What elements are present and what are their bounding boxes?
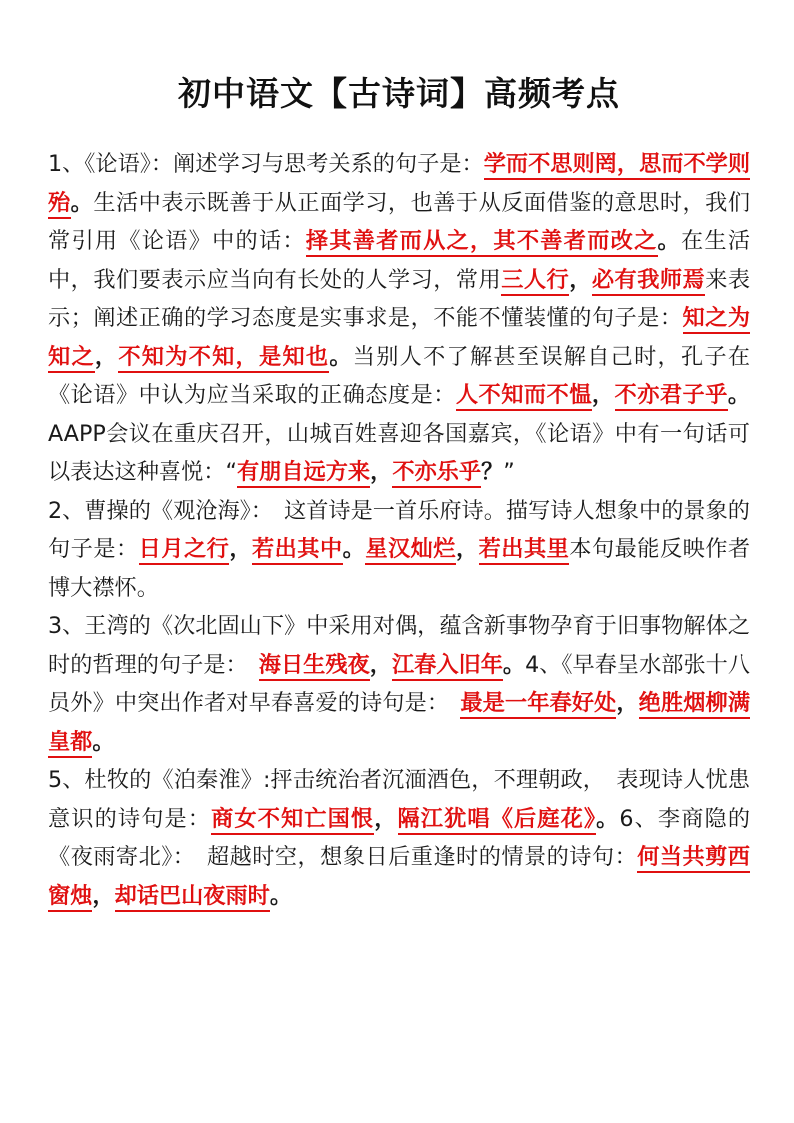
- answer-text: 绝胜烟柳满皇都: [48, 690, 750, 758]
- body-text: 6、李商隐的《夜雨寄北》： 超越时空，想象日后重逢时的情景的诗句：: [48, 805, 751, 870]
- body-text: 来表示；阐述正确的学习态度是实事求是，不能不懂装懂的句子是：: [48, 266, 751, 331]
- body-text: 1、《论语》：阐述学习与思考关系的句子是：: [48, 151, 484, 177]
- page-title: 初中语文【古诗词】高频考点: [178, 74, 620, 113]
- punctuation: ，: [92, 882, 115, 909]
- answer-text: 最是一年春好处: [460, 690, 616, 719]
- punctuation: 。: [92, 728, 115, 755]
- punctuation: 。: [329, 343, 353, 370]
- answer-text: 何当共剪西窗烛: [48, 844, 750, 912]
- punctuation: 。: [657, 228, 681, 254]
- punctuation: ，: [370, 459, 393, 485]
- punctuation: ，: [616, 690, 639, 716]
- punctuation: ，: [229, 536, 252, 562]
- punctuation: 。: [727, 382, 751, 408]
- answer-text: 不亦君子乎: [615, 382, 728, 411]
- answer-text: 海日生残夜: [259, 652, 370, 681]
- punctuation: ，: [455, 536, 479, 562]
- answer-text: 知之为知之: [48, 305, 750, 373]
- body-text: 当别人不了解甚至误解自己时，孔子在《论语》中认为应当采取的正确态度是：: [48, 343, 751, 408]
- answer-text: 日月之行: [139, 536, 230, 565]
- body-text: 本句最能反映作者博大襟怀。: [48, 536, 751, 601]
- punctuation: 。: [70, 189, 94, 216]
- punctuation: 。: [269, 882, 293, 909]
- answer-text: 其不善者而改之: [493, 228, 657, 257]
- answer-text: 是知也: [259, 344, 329, 373]
- answer-text: 有朋自远方来: [237, 459, 370, 488]
- answer-text: 不亦乐乎: [392, 459, 481, 488]
- answer-text: 择其善者而从之，: [306, 228, 494, 257]
- body-text: 2、曹操的《观沧海》： 这首诗是一首乐府诗。描写诗人想象中的景象的句子是：: [48, 497, 750, 562]
- body-text: AAPP会议在重庆召开，山城百姓喜迎各国嘉宾，《论语》中有一句话可以表达这种喜悦：“: [48, 420, 750, 485]
- punctuation: ，: [374, 805, 398, 832]
- punctuation: 。: [596, 805, 620, 832]
- answer-text: 却话巴山夜雨时: [115, 883, 270, 912]
- punctuation: ，: [94, 343, 119, 370]
- body-text: 生活中表示既善于从正面学习，也善于从反面借鉴的意思时，我们常引用《论语》中的话：: [48, 189, 751, 254]
- body-text: 4、《早春呈水部张十八员外》中突出作者对早春喜爱的诗句是：: [48, 651, 751, 716]
- punctuation: 。: [342, 536, 366, 562]
- answer-text: 若出其里: [479, 536, 570, 565]
- punctuation: 。: [502, 651, 526, 678]
- paragraph-3: [48, 607, 750, 761]
- punctuation: ，: [591, 382, 615, 408]
- answer-text: 思而不学则殆: [48, 151, 750, 219]
- answer-text: 隔江犹唱《后庭花》: [398, 806, 597, 835]
- body-text: ”: [503, 459, 515, 485]
- answer-text: 若出其中: [252, 536, 343, 565]
- answer-text: 必有我师焉: [592, 267, 705, 296]
- answer-text: 三人行: [501, 267, 569, 296]
- punctuation: ，: [369, 651, 392, 678]
- answer-text: 星汉灿烂: [365, 536, 456, 565]
- answer-text: 不知为不知，: [118, 344, 259, 373]
- answer-text: 人不知而不愠: [456, 382, 592, 411]
- punctuation: ，: [569, 266, 592, 293]
- answer-text: 学而不思则罔，: [484, 151, 639, 180]
- body-text: 5、杜牧的《泊秦淮》:抨击统治者沉湎酒色，不理朝政， 表现诗人忧患意识的诗句是：: [48, 767, 750, 832]
- body-text: 3、王湾的《次北固山下》中采用对偶，蕴含新事物孕育于旧事物解体之时的哲理的句子是：: [48, 613, 750, 678]
- paragraph-1: [48, 145, 750, 492]
- paragraph-4: [48, 761, 750, 915]
- answer-text: 江春入旧年: [392, 652, 503, 681]
- paragraph-2: [48, 492, 750, 608]
- punctuation: ？: [481, 459, 504, 485]
- body-text: 在生活中，我们要表示应当向有长处的人学习，常用: [48, 228, 751, 293]
- answer-text: 商女不知亡国恨: [211, 806, 374, 835]
- document-body: [48, 145, 750, 915]
